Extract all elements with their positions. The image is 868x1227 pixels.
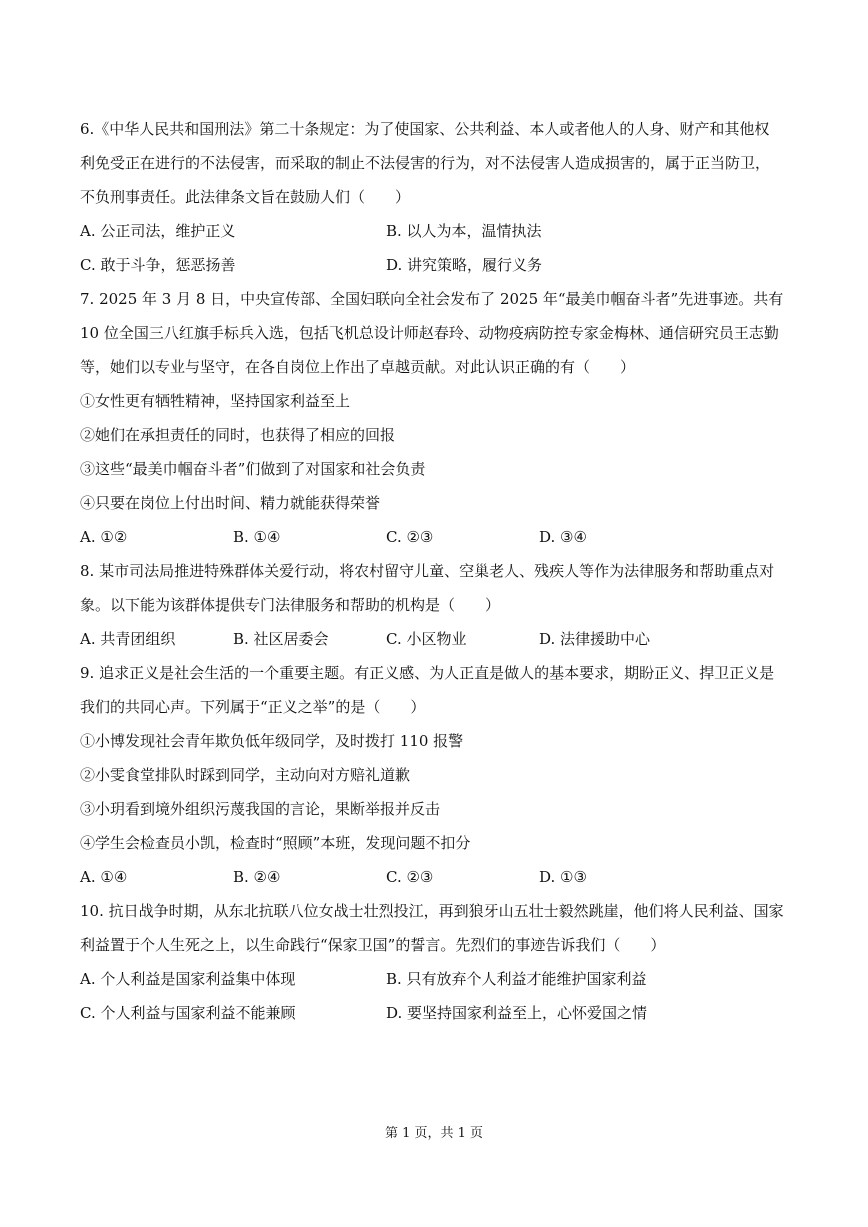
option-d: D. 讲究策略，履行义务 <box>386 256 543 274</box>
statement: ④只要在岗位上付出时间、精力就能获得荣誉 <box>80 494 381 512</box>
option-d: D. ①③ <box>539 868 587 886</box>
options-row <box>80 214 800 248</box>
option-a: A. 公正司法，维护正义 <box>80 222 236 240</box>
question-list <box>80 112 800 1030</box>
question-text-line: 10. 抗日战争时期，从东北抗联八位女战士壮烈投江，再到狼牙山五壮士毅然跳崖，他们将人民利益、国家 <box>80 902 784 920</box>
statement: ④学生会检查员小凯，检查时“照顾”本班，发现问题不扣分 <box>80 834 471 852</box>
option-a: A. 共青团组织 <box>80 630 176 648</box>
option-c: C. 敢于斗争，惩恶扬善 <box>80 256 236 274</box>
option-d: D. 法律援助中心 <box>539 630 651 648</box>
statement: ③小玥看到境外组织污蔑我国的言论，果断举报并反击 <box>80 800 441 818</box>
statement: ③这些“最美巾帼奋斗者”们做到了对国家和社会负责 <box>80 460 426 478</box>
option-b: B. 只有放弃个人利益才能维护国家利益 <box>386 970 647 988</box>
question-text-line: 9. 追求正义是社会生活的一个重要主题。有正义感、为人正直是做人的基本要求，期盼正义、捍卫正义是 <box>80 664 775 682</box>
page-footer: 第 1 页，共 1 页 <box>384 1126 484 1141</box>
question-text-line: 6.《中华人民共和国刑法》第二十条规定：为了使国家、公共利益、本人或者他人的人身、财产和其他权 <box>80 120 770 138</box>
option-c: C. ②③ <box>386 528 434 546</box>
option-b: B. ②④ <box>233 868 281 886</box>
option-d: D. 要坚持国家利益至上，心怀爱国之情 <box>386 1004 648 1022</box>
question-6 <box>80 112 800 282</box>
question-text-line: 象。以下能为该群体提供专门法律服务和帮助的机构是（ ） <box>80 596 501 614</box>
question-10 <box>80 894 800 1030</box>
statement: ②她们在承担责任的同时，也获得了相应的回报 <box>80 426 396 444</box>
options-row <box>80 860 800 894</box>
option-d: D. ③④ <box>539 528 587 546</box>
options-row <box>80 962 800 996</box>
option-c: C. 小区物业 <box>386 630 467 648</box>
statement: ②小雯食堂排队时踩到同学，主动向对方赔礼道歉 <box>80 766 411 784</box>
option-c: C. 个人利益与国家利益不能兼顾 <box>80 1004 296 1022</box>
options-row <box>80 248 800 282</box>
question-text-line: 7. 2025 年 3 月 8 日，中央宣传部、全国妇联向全社会发布了 2025 年“最美巾帼奋斗者”先进事迹。共有 <box>80 290 784 308</box>
option-a: A. ①④ <box>80 868 128 886</box>
question-text-line: 利益置于个人生死之上，以生命践行“保家卫国”的誓言。先烈们的事迹告诉我们（ ） <box>80 936 666 954</box>
option-c: C. ②③ <box>386 868 434 886</box>
question-text-line: 8. 某市司法局推进特殊群体关爱行动，将农村留守儿童、空巢老人、残疾人等作为法律服务和帮助重点对 <box>80 562 775 580</box>
options-row <box>80 622 800 656</box>
question-7 <box>80 282 800 554</box>
question-text-line: 等，她们以专业与坚守，在各自岗位上作出了卓越贡献。对此认识正确的有（ ） <box>80 358 636 376</box>
question-8 <box>80 554 800 656</box>
question-text-line: 我们的共同心声。下列属于“正义之举”的是（ ） <box>80 698 426 716</box>
option-b: B. ①④ <box>233 528 281 546</box>
option-a: A. ①② <box>80 528 128 546</box>
question-9 <box>80 656 800 894</box>
option-a: A. 个人利益是国家利益集中体现 <box>80 970 296 988</box>
options-row <box>80 520 800 554</box>
statement: ①小博发现社会青年欺负低年级同学，及时拨打 110 报警 <box>80 732 464 750</box>
statement: ①女性更有牺牲精神，坚持国家利益至上 <box>80 392 351 410</box>
options-row <box>80 996 800 1030</box>
option-b: B. 以人为本，温情执法 <box>386 222 542 240</box>
question-text-line: 利免受正在进行的不法侵害，而采取的制止不法侵害的行为，对不法侵害人造成损害的，属于正当防卫， <box>80 154 771 172</box>
question-text-line: 10 位全国三八红旗手标兵入选，包括飞机总设计师赵春玲、动物疫病防控专家金梅林、通信研究员王志勤 <box>80 324 779 342</box>
question-text-line: 不负刑事责任。此法律条文旨在鼓励人们（ ） <box>80 188 411 206</box>
option-b: B. 社区居委会 <box>233 630 329 648</box>
